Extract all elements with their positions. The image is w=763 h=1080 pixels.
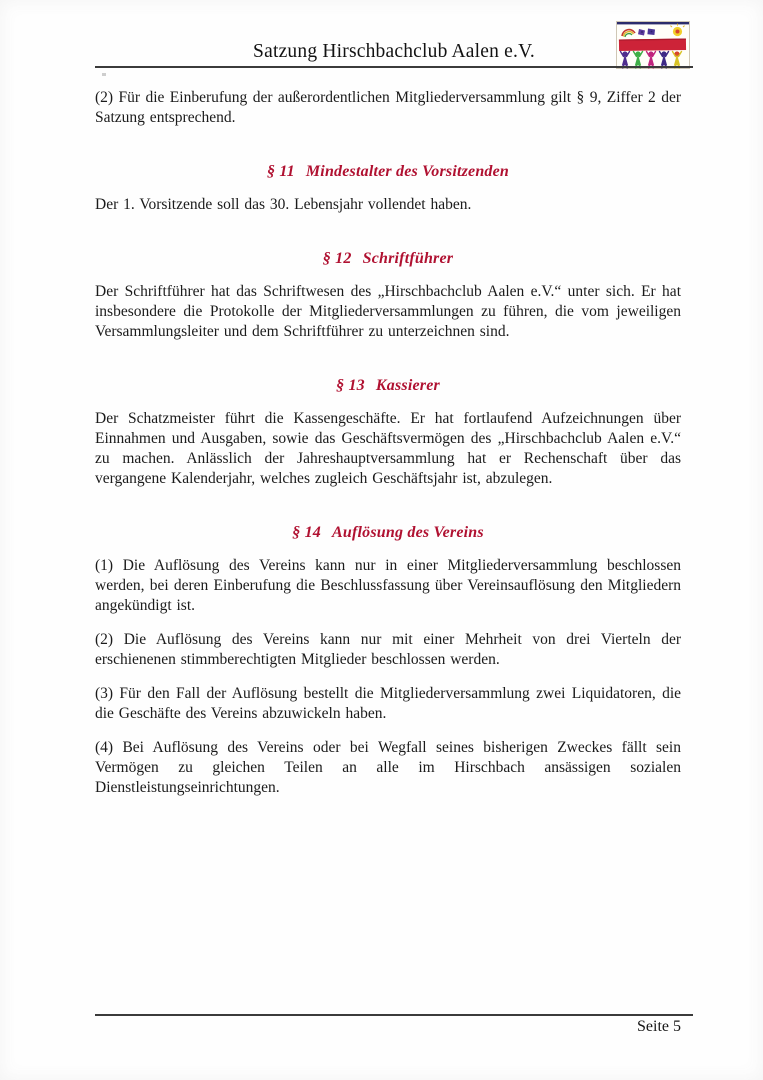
page-number: Seite 5 [637,1018,681,1035]
section-title: Mindestalter des Vorsitzenden [305,163,510,180]
section-number: § 13 [336,377,365,394]
paragraph-intro: (2) Für die Einberufung der außerordentlichen Mitgliederversammlung gilt § 9, Ziffer 2 der Satzung entsprechend. [95,89,681,126]
section-heading-13 [95,376,681,396]
footer-divider [95,1014,693,1016]
page-title: Satzung Hirschbachclub Aalen e.V. [253,41,535,62]
paragraph: Der Schriftführer hat das Schriftwesen des „Hirschbachclub Aalen e.V.“ unter sich. Er hat insbesondere die Protokolle der Mitgliederversammlungen zu führen, die vom jeweiligen Versammlungsleiter und dem Schriftführer zu unterzeichnen sind. [95,283,681,340]
section-heading-11 [95,162,681,182]
paragraph: (1) Die Auflösung des Vereins kann nur in einer Mitgliederversammlung beschlossen werden, bei deren Einberufung die Beschlussfassung über Vereinsauflösung den Mitgliedern angekündigt ist. [95,557,681,614]
section-number: § 14 [292,524,321,541]
club-logo-icon [616,21,690,69]
section-number: § 12 [322,250,352,267]
paragraph: Der Schatzmeister führt die Kassengeschäfte. Er hat fortlaufend Aufzeichnungen über Einnahmen und Ausgaben, sowie das Geschäftsvermögen des „Hirschbachclub Aalen e.V.“ zu machen. Anlässlich der Jahreshauptversammlung hat er Rechenschaft über das vergangene Kalenderjahr, welches zugleich Geschäftsjahr ist, abzulegen. [95,410,681,487]
section-heading-12 [95,249,681,269]
section-title: Kassierer [375,377,440,394]
section-title: Auflösung des Vereins [332,524,484,541]
scan-artifact [102,73,106,76]
paragraph: (2) Die Auflösung des Vereins kann nur mit einer Mehrheit von drei Vierteln der erschienenen stimmberechtigten Mitglieder beschlossen werden. [95,631,681,668]
section-heading-14 [95,523,681,543]
document-header [0,0,763,88]
header-divider [95,66,693,68]
paragraph: (3) Für den Fall der Auflösung bestellt die Mitgliederversammlung zwei Liquidatoren, die die Geschäfte des Vereins abzuwickeln haben. [95,685,681,722]
section-number: § 11 [266,163,295,180]
paragraph: Der 1. Vorsitzende soll das 30. Lebensjahr vollendet haben. [95,196,472,213]
paragraph: (4) Bei Auflösung des Vereins oder bei Wegfall seines bisherigen Zweckes fällt sein Vermögen zu gleichen Teilen an alle im Hirschbach ansässigen sozialen Dienstleistungseinrichtungen. [95,739,681,796]
document-body [95,88,681,812]
section-title: Schriftführer [362,250,454,267]
